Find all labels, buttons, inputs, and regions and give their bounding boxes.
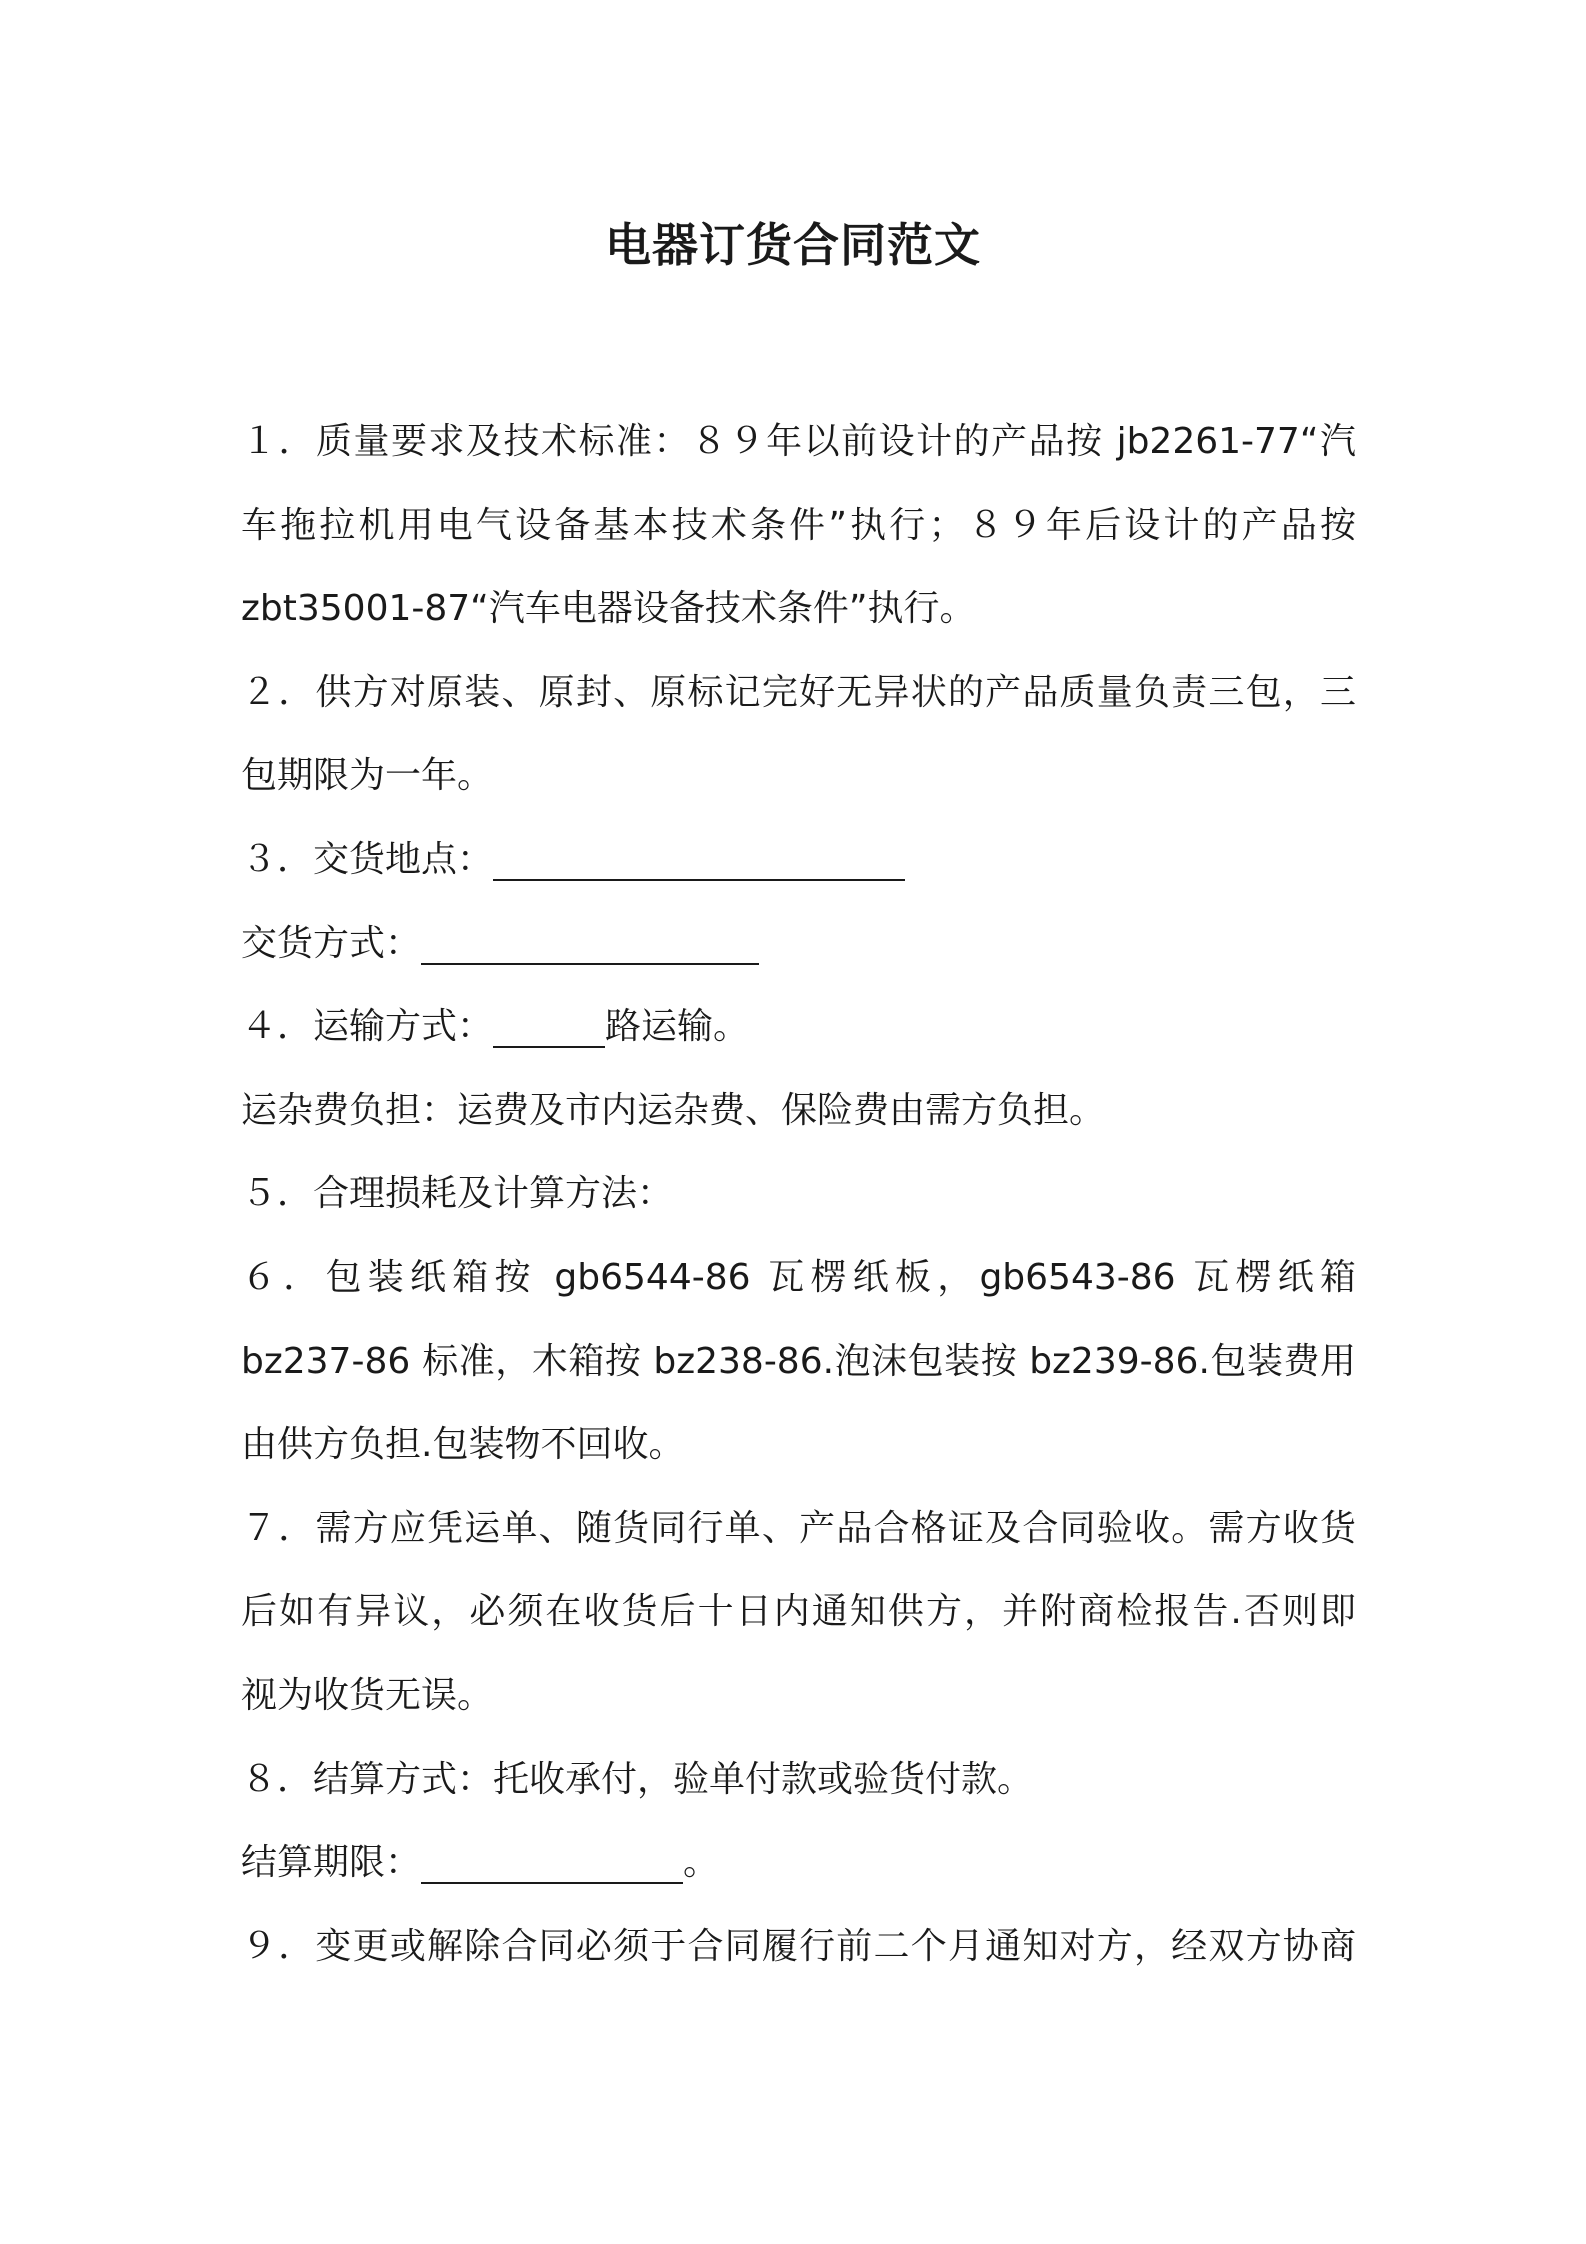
clause-7-line-3: 视为收货无误。 xyxy=(241,1674,494,1716)
clause-1-line-1: １．质量要求及技术标准：８９年以前设计的产品按 jb2261-77“汽 xyxy=(241,421,1356,462)
clause-1-line-3: zbt35001-87“汽车电器设备技术条件”执行。 xyxy=(241,588,976,630)
delivery-method-label: 交货方式： xyxy=(241,922,422,964)
transport-suffix: 路运输。 xyxy=(605,1006,750,1048)
clause-6-line-1: ６．包装纸箱按 gb6544-86 瓦楞纸板，gb6543-86 瓦楞纸箱 xyxy=(241,1256,1356,1298)
clause-5-loss: ５．合理损耗及计算方法： xyxy=(241,1173,674,1215)
clause-7-line-1: ７．需方应凭运单、随货同行单、产品合格证及合同验收。需方收货 xyxy=(241,1507,1356,1549)
settlement-period-end: 。 xyxy=(683,1842,720,1884)
delivery-place-label: ３．交货地点： xyxy=(241,838,494,880)
delivery-place-blank[interactable] xyxy=(493,839,905,881)
settlement-period-label: 结算期限： xyxy=(241,1842,422,1884)
clause-7-line-2: 后如有异议，必须在收货后十日内通知供方，并附商检报告.否则即 xyxy=(241,1591,1356,1633)
settlement-period xyxy=(241,1821,1356,1905)
transport-label: ４．运输方式： xyxy=(241,1006,494,1048)
clause-4-transport xyxy=(241,985,1356,1069)
clause-2-line-2: 包期限为一年。 xyxy=(241,755,494,797)
settlement-period-blank[interactable] xyxy=(421,1842,683,1884)
clause-6-line-2: bz237-86 标准，木箱按 bz238-86.泡沫包装按 bz239-86.包装费用 xyxy=(241,1340,1356,1382)
transport-blank[interactable] xyxy=(493,1006,605,1048)
document-title: 电器订货合同范文 xyxy=(605,218,981,272)
clause-6-line-3: 由供方负担.包装物不回收。 xyxy=(241,1424,685,1466)
clause-2-line-1: ２．供方对原装、原封、原标记完好无异状的产品质量负责三包，三 xyxy=(241,671,1356,713)
clause-8-settlement: ８．结算方式：托收承付，验单付款或验货付款。 xyxy=(241,1758,1034,1800)
clause-1-line-2: 车拖拉机用电气设备基本技术条件”执行；８９年后设计的产品按 xyxy=(241,504,1356,546)
freight-burden: 运杂费负担：运费及市内运杂费、保险费由需方负担。 xyxy=(241,1089,1106,1131)
contract-body xyxy=(241,400,1356,1988)
delivery-method-blank[interactable] xyxy=(421,923,759,965)
clause-9-line-1: ９．变更或解除合同必须于合同履行前二个月通知对方，经双方协商 xyxy=(241,1925,1356,1967)
delivery-method xyxy=(241,902,1356,986)
clause-3-delivery-place xyxy=(241,818,1356,902)
